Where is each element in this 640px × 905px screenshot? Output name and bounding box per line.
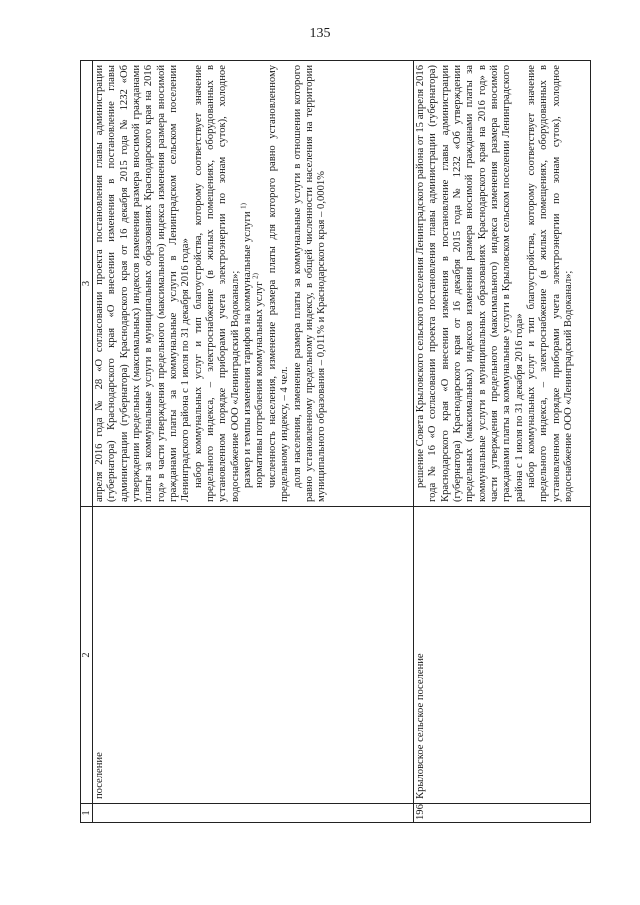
settlement-name-cell: поселение	[93, 507, 414, 804]
decision-text: апреля 2016 года № 28 «О согласовании проекта постановления главы администрации (губернатора) Краснодарского края «О внесении изменения в постановление главы администрации (губернатора) Краснодарского края от 16 декабря 2015 года № 1232 «Об утверждении предельных (максимальных) индексов изменения размера вносимой гражданами платы за коммунальные услуги в муниципальных образованиях Краснодарского края на 2016 год» в части утверждения предельного (максимального) индекса изменения размера вносимой гражданами платы за коммунальные услуги в Ленинградском сельском поселении Ленинградского района с 1 июля по 31 декабря 2016 года»	[94, 65, 192, 502]
tariff-rates-text	[239, 65, 254, 502]
row-number-cell: 196	[414, 804, 591, 823]
header-cell-1: 1	[81, 804, 93, 823]
table-row	[414, 61, 591, 823]
row-number-cell	[93, 804, 414, 823]
consumption-norms-label: нормативы потребления коммунальных услуг	[254, 281, 266, 488]
services-set-text: набор коммунальных услуг и тип благоустройства, которому соответствует значение предельного индекса, – электроснабжение (в жилых помещениях, оборудованных в установленном порядке приборами учета электроэнергии по зонам суток), холодное водоснабжение ООО «Ленинградский Водоканал»;	[526, 65, 575, 502]
document-table	[80, 60, 591, 823]
settlement-name-cell: Крыловское сельское поселение	[414, 507, 591, 804]
services-set-text: набор коммунальных услуг и тип благоустройства, которому соответствует значение предельного индекса, – электроснабжение (в жилых помещениях, оборудованных в установленном порядке приборами учета электроэнергии по зонам суток), холодное водоснабжение ООО «Ленинградский Водоканал»;	[192, 65, 241, 502]
table-row	[93, 61, 414, 823]
table-header-row	[81, 61, 93, 823]
page-number: 135	[309, 26, 331, 41]
footnote-ref-1: 1)	[239, 203, 248, 209]
header-cell-2: 2	[81, 507, 93, 804]
details-cell	[93, 61, 414, 507]
rotated-table-container	[80, 60, 585, 823]
consumption-norms-text	[251, 65, 266, 502]
footnote-ref-2: 2)	[251, 273, 260, 279]
tariff-rates-label: размер и темпы изменения тарифов на коммунальные услуги	[242, 211, 254, 488]
header-cell-3: 3	[81, 61, 93, 507]
details-cell	[414, 61, 591, 507]
population-count-text: численность населения, изменение размера платы для которого равно установленному предельному индексу, – 4 чел.	[266, 65, 291, 502]
decision-text: решение Совета Крыловского сельского поселения Ленинградского района от 15 апреля 2016 года № 16 «О согласовании проекта постановления главы администрации (губернатора) Краснодарского края «О внесении изменения в постановление главы администрации (губернатора) Краснодарского края от 16 декабря 2015 года № 1232 «Об утверждении предельных (максимальных) индексов изменения размера вносимой гражданами платы за коммунальные услуги в муниципальных образованиях Краснодарского края на 2016 год» в части утверждения предельного (максимального) индекса изменения размера вносимой гражданами платы за коммунальные услуги в Крыловском сельском поселении Ленинградского района с 1 июля по 31 декабря 2016 года»	[415, 65, 525, 502]
population-share-text: доля населения, изменение размера платы за коммунальные услуги в отношении которого равно установленному предельному индексу, в общей численности населения на территории муниципального образования – 0,011% и Краснодарского края – 0,0001%	[291, 65, 328, 502]
